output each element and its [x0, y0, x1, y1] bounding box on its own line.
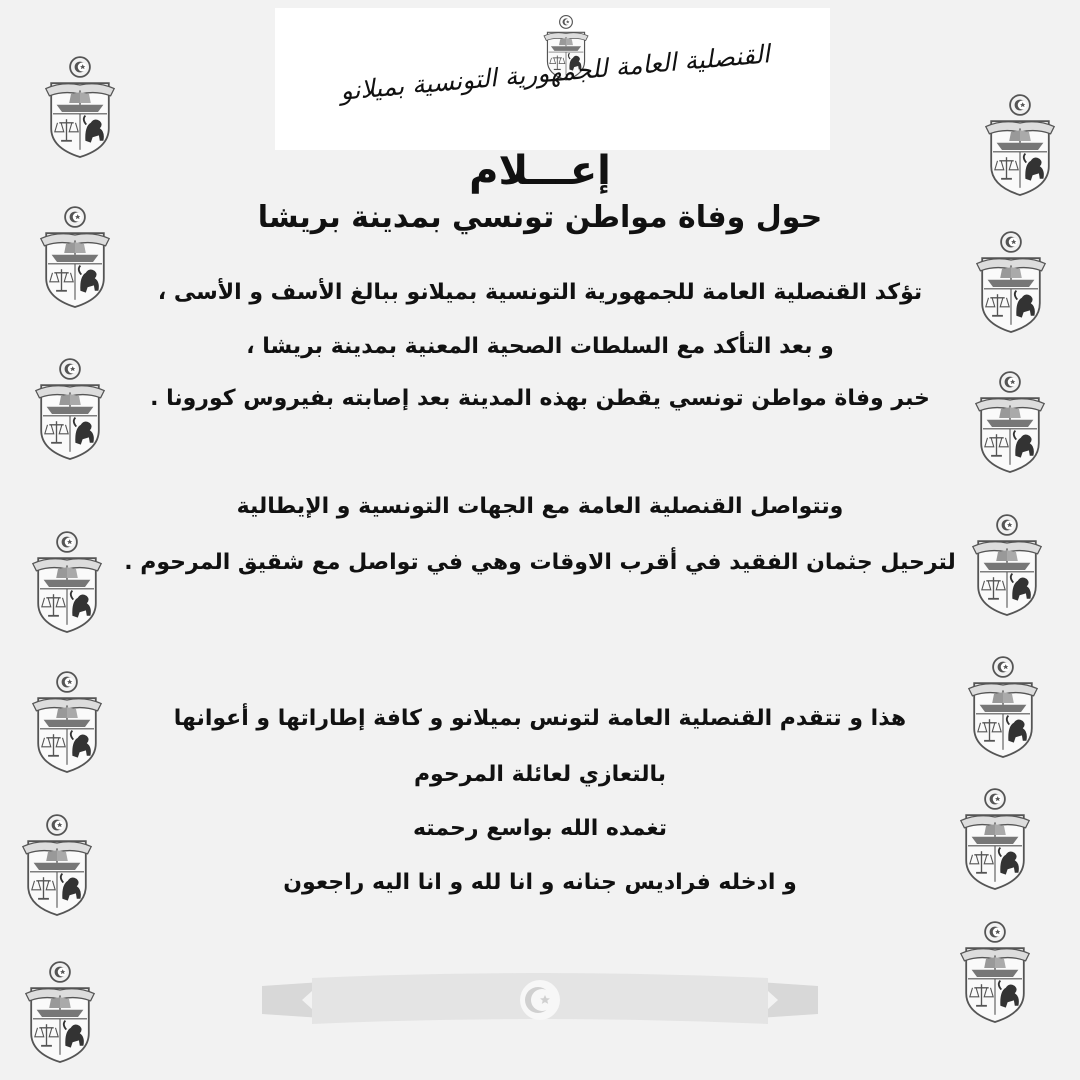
paragraph1-line1: تؤكد القنصلية العامة للجمهورية التونسية بميلانو ببالغ الأسف و الأسى ،	[157, 280, 923, 305]
tunisia-coat-of-arms-icon	[12, 808, 102, 923]
tunisia-flag-ribbon-icon	[262, 972, 818, 1030]
paragraph2-line2: لترحيل جثمان الفقيد في أقرب الاوقات وهي في تواصل مع شقيق المرحوم .	[124, 550, 956, 575]
tunisia-coat-of-arms-icon	[22, 665, 112, 780]
tunisia-coat-of-arms-icon	[950, 915, 1040, 1030]
tunisia-coat-of-arms-icon	[965, 365, 1055, 480]
tunisia-coat-of-arms-icon	[975, 88, 1065, 203]
paragraph3-line3: تغمده الله بواسع رحمته	[412, 816, 668, 841]
tunisia-coat-of-arms-icon	[22, 525, 112, 640]
consulate-title: القنصلية العامة للجمهورية التونسية بميلانو	[339, 39, 771, 106]
paragraph3-line1: هذا و تتقدم القنصلية العامة لتونس بميلانو و كافة إطاراتها و أعوانها	[173, 706, 907, 731]
paragraph1-line3: خبر وفاة مواطن تونسي يقطن بهذه المدينة بعد إصابته بفيروس كورونا .	[150, 386, 930, 411]
announcement-subject: حول وفاة مواطن تونسي بمدينة بريشا	[257, 200, 823, 235]
announcement-heading: إعـــلام	[469, 148, 611, 194]
paragraph3-line4: و ادخله فراديس جنانه و انا لله و انا اليه راجعون	[283, 870, 797, 895]
paragraph1-line2: و بعد التأكد مع السلطات الصحية المعنية بمدينة بريشا ،	[246, 334, 834, 359]
paragraph3-line2: بالتعازي لعائلة المرحوم	[413, 762, 667, 787]
paragraph2-line1: وتتواصل القنصلية العامة مع الجهات التونسية و الإيطالية	[236, 494, 844, 519]
header-box	[275, 8, 830, 150]
tunisia-coat-of-arms-icon	[15, 955, 105, 1070]
